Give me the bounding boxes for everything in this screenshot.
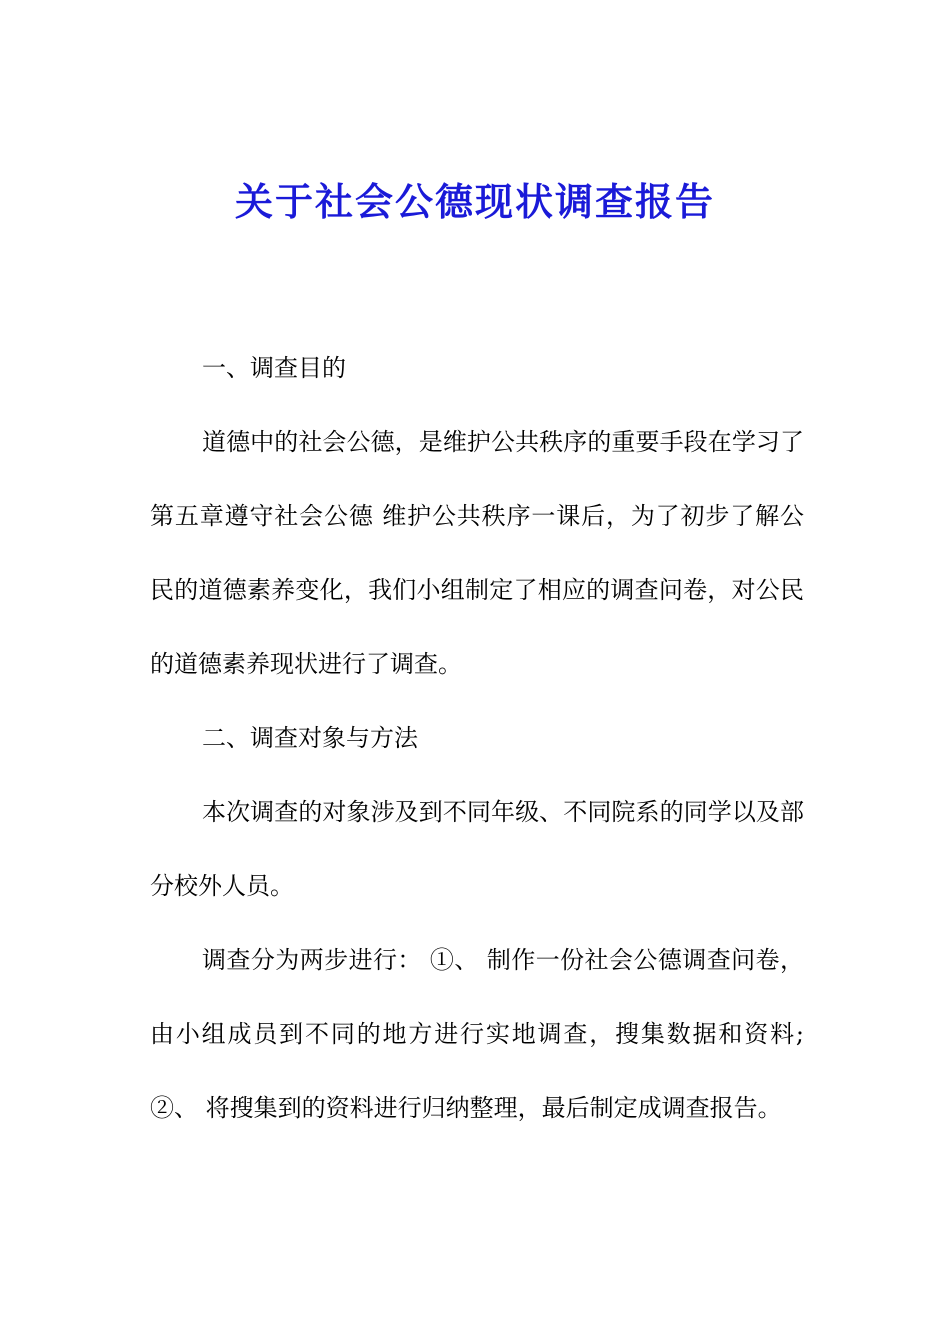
paragraph-purpose: 道德中的社会公德，是维护公共秩序的重要手段在学习了第五章遵守社会公德 维护公共秩序一课后，为了初步了解公民的道德素养变化，我们小组制定了相应的调查问卷，对公民的道德素养现状进行了调查。	[150, 428, 804, 678]
section-heading-purpose: 一、调查目的	[202, 354, 346, 382]
document-body	[150, 331, 804, 1145]
paragraph-subjects: 本次调查的对象涉及到不同年级、不同院系的同学以及部分校外人员。	[150, 798, 804, 900]
document-title: 关于社会公德现状调查报告	[234, 180, 715, 224]
section-heading-subjects-methods: 二、调查对象与方法	[202, 724, 418, 752]
paragraph-methods: 调查分为两步进行： ①、 制作一份社会公德调查问卷，由小组成员到不同的地方进行实地调查，搜集数据和资料; ②、 将搜集到的资料进行归纳整理，最后制定成调查报告。	[150, 946, 804, 1122]
